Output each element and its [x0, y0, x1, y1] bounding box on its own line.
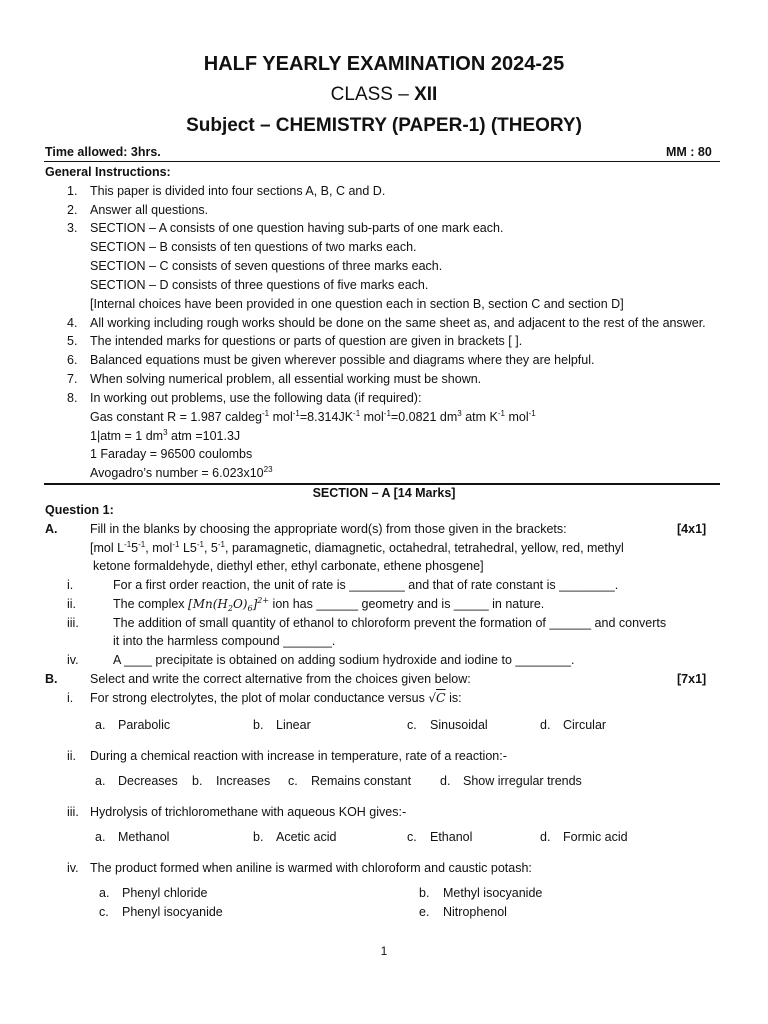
max-marks: MM : 80: [666, 145, 712, 159]
option-text: Methanol: [118, 830, 170, 844]
option-label: a.: [95, 718, 106, 732]
option-label: a.: [99, 886, 110, 900]
part-b-marks: [7x1]: [677, 672, 707, 686]
instruction-text: Answer all questions.: [90, 203, 209, 217]
option-text: Methyl isocyanide: [443, 886, 543, 900]
option-label: b.: [253, 718, 264, 732]
option-text: Increases: [216, 774, 271, 788]
option-label: c.: [288, 774, 298, 788]
instruction-text: SECTION – C consists of seven questions of three marks each.: [90, 259, 443, 273]
mcq-question: During a chemical reaction with increase in temperature, rate of a reaction:-: [90, 749, 507, 763]
item-text: A ____ precipitate is obtained on adding sodium hydroxide and iodine to ________.: [113, 653, 575, 667]
part-b-label: B.: [45, 672, 58, 686]
instruction-text: When solving numerical problem, all essential working must be shown.: [90, 372, 482, 386]
option-text: Remains constant: [311, 774, 412, 788]
option-label: b.: [192, 774, 203, 788]
instruction-num: 7.: [67, 372, 78, 386]
option-label: c.: [407, 830, 417, 844]
instructions-heading: General Instructions:: [45, 165, 171, 179]
class-line: [0, 84, 768, 106]
time-allowed: Time allowed: 3hrs.: [45, 145, 161, 159]
instruction-text: [Internal choices have been provided in one question each in section B, section C and section D]: [90, 297, 624, 311]
part-a-options-line2: ketone formaldehyde, diethyl ether, ethyl carbonate, ethene phosgene]: [93, 559, 484, 573]
part-a-label: A.: [45, 522, 58, 536]
item-num: iii.: [67, 616, 79, 630]
instruction-text: All working including rough works should be done on the same sheet as, and adjacent to the rest of the answer.: [90, 316, 706, 330]
option-text: Decreases: [118, 774, 178, 788]
header-divider: [44, 161, 720, 162]
option-label: c.: [99, 905, 109, 919]
question-1-label: Question 1:: [45, 503, 114, 517]
avogadro-line: Avogadro’s number = $6.023x10^{23}$: [90, 465, 273, 480]
option-text: Linear: [276, 718, 311, 732]
option-label: d.: [540, 718, 551, 732]
atm-line: 1|atm = 1 $dm^3$ atm =101.3J: [90, 428, 241, 443]
page-number: 1: [380, 944, 388, 958]
option-label: a.: [95, 830, 106, 844]
option-label: c.: [407, 718, 417, 732]
item-text: For a first order reaction, the unit of rate is ________ and that of rate constant is ________.: [113, 578, 619, 592]
item-num: iv.: [67, 653, 79, 667]
option-text: Sinusoidal: [430, 718, 488, 732]
option-text: Phenyl chloride: [122, 886, 208, 900]
mcq-question: Hydrolysis of trichloromethane with aqueous KOH gives:-: [90, 805, 407, 819]
instruction-text: Balanced equations must be given wherever possible and diagrams where they are helpful.: [90, 353, 595, 367]
mcq-question: For strong electrolytes, the plot of molar conductance versus √C is:: [90, 690, 462, 705]
option-label: d.: [540, 830, 551, 844]
item-text: The complex $[Mn(H_2O)_6]^{2+}$ ion has ______ geometry and is _____ in nature.: [113, 596, 545, 613]
part-a-options-line1: [mol $L^{-1}5^{-1}$, mol$^{-1}$ $L5^{-1}$, $5^{-1}$, paramagnetic, diamagnetic, octahedral, tetrahedral, yellow, red, methyl: [90, 540, 624, 555]
faraday-line: 1 Faraday = 96500 coulombs: [90, 447, 253, 461]
option-text: Phenyl isocyanide: [122, 905, 223, 919]
instruction-num: 1.: [67, 184, 78, 198]
mcq-num: i.: [67, 691, 74, 705]
item-text: The addition of small quantity of ethanol to chloroform prevent the formation of ______ and converts: [113, 616, 667, 630]
option-label: e.: [419, 905, 430, 919]
option-text: Ethanol: [430, 830, 473, 844]
exam-title: HALF YEARLY EXAMINATION 2024-25: [203, 53, 565, 75]
subject-line: Subject – CHEMISTRY (PAPER-1) (THEORY): [186, 115, 582, 136]
instruction-num: 5.: [67, 334, 78, 348]
item-num: ii.: [67, 597, 77, 611]
mcq-num: iv.: [67, 861, 79, 875]
option-text: Parabolic: [118, 718, 171, 732]
option-label: b.: [253, 830, 264, 844]
instruction-text: The intended marks for questions or parts of question are given in brackets [ ].: [90, 334, 523, 348]
instruction-num: 4.: [67, 316, 78, 330]
class-value: XII: [414, 84, 438, 105]
mcq-question: The product formed when aniline is warmed with chloroform and caustic potash:: [90, 861, 532, 875]
instruction-text: SECTION – B consists of ten questions of two marks each.: [90, 240, 417, 254]
option-label: d.: [440, 774, 451, 788]
class-prefix: CLASS –: [330, 84, 409, 105]
instruction-num: 3.: [67, 221, 78, 235]
complex-formula: $[Mn(H_2O)_6]^{2+}$: [188, 596, 270, 613]
mcq-num: ii.: [67, 749, 77, 763]
item-text: it into the harmless compound _______.: [113, 634, 336, 648]
item-num: i.: [67, 578, 74, 592]
option-text: Show irregular trends: [463, 774, 582, 788]
section-a-heading: SECTION – A [14 Marks]: [312, 486, 456, 500]
option-text: Circular: [563, 718, 607, 732]
instruction-text: In working out problems, use the following data (if required):: [90, 391, 422, 405]
instruction-num: 6.: [67, 353, 78, 367]
option-text: Formic acid: [563, 830, 628, 844]
option-text: Acetic acid: [276, 830, 337, 844]
gas-constant-line: Gas constant R = 1.987 caldeg$^{-1}$ $mol^{-1}=8.314JK^{-1}$ mol$^{-1}$=0.0821 $dm^3$ atm $K^{-1}$ mol$^{-1}$: [90, 409, 536, 424]
part-b-instruction: Select and write the correct alternative from the choices given below:: [90, 672, 471, 686]
part-a-instruction: Fill in the blanks by choosing the appropriate word(s) from those given in the brackets:: [90, 522, 567, 536]
mcq-num: iii.: [67, 805, 79, 819]
instruction-text: This paper is divided into four sections A, B, C and D.: [90, 184, 386, 198]
option-label: b.: [419, 886, 430, 900]
instruction-num: 2.: [67, 203, 78, 217]
option-text: Nitrophenol: [443, 905, 507, 919]
instruction-text: SECTION – A consists of one question having sub-parts of one mark each.: [90, 221, 504, 235]
option-label: a.: [95, 774, 106, 788]
part-a-marks: [4x1]: [677, 522, 707, 536]
instruction-num: 8.: [67, 391, 78, 405]
instruction-text: SECTION – D consists of three questions of five marks each.: [90, 278, 429, 292]
